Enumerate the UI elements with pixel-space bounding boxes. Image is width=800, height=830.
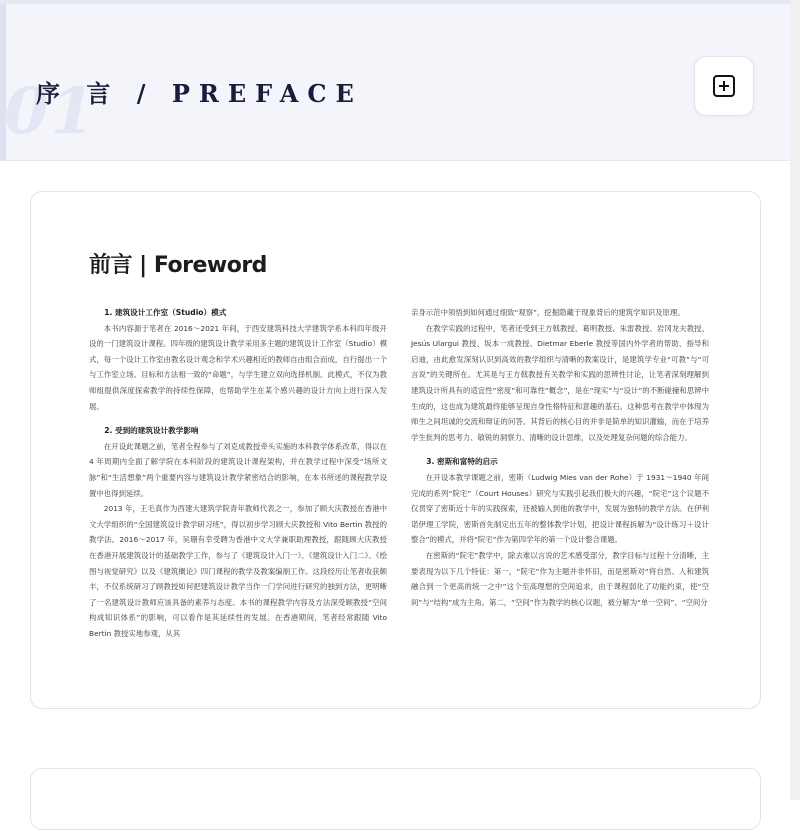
section-heading: 1. 建筑设计工作室（Studio）模式 bbox=[104, 308, 227, 317]
add-button[interactable] bbox=[694, 56, 754, 116]
scrollbar[interactable] bbox=[790, 0, 800, 800]
text-column-right bbox=[411, 305, 709, 610]
section-title: 序 言 / PREFACE bbox=[36, 79, 363, 108]
body-paragraph: 本书内容源于笔者在 2016～2021 年间，于西安建筑科技大学建筑学系本科四年级开设的一门建筑设计课程。四年级的建筑设计教学采用多主题的建筑设计工作室（Studio）模式，每一个设计工作室由教名设计观念和学术兴趣相近的教师自由组合而成，自行提出一个与工作室立场、目标和方法相一致的“命题”，与学生建立双向选择机制。此模式，不仅为教师组提供深度探索教学的持续性保障，也帮助学生在某个感兴趣的设计方向上进行深入发展。 bbox=[89, 323, 387, 411]
text-column-left bbox=[89, 305, 387, 641]
section-header bbox=[0, 4, 790, 161]
body-paragraph: 在密斯的“院宅”教学中，除去难以言说的艺术感受部分，教学目标与过程十分清晰，主要表现为以下几个特征：第一，“院宅”作为主题并非怀旧，而是密斯对“将自然、人和建筑融合到一个更高的统一之中”这个至高理想的空间追求，由于课程弱化了功能约束，使“空间”与“结构”成为主角。第二，“空间”作为教学的核心议题，被分解为“单一空间”、“空间分 bbox=[411, 550, 709, 607]
body-paragraph: 在开设本教学课题之前，密斯（Ludwig Mies van der Rohe）于 1931～1940 年间完成的系列“院宅”（Court Houses）研究与实践引起我们极大的兴趣，“院宅”这个议题不仅贯穿了密斯近十年的实践探索，还被输入到他的教学中，发展为独特的教学方法。在伊利诺伊理工学院，密斯首先制定出五年的整体教学计划，把设计课程拆解为“设计练习＋设计整合”的模式，并将“院宅”作为第四学年的第一个设计整合课题。 bbox=[411, 472, 709, 545]
body-paragraph: 在开设此课题之前，笔者全程参与了刘克成教授牵头实施的本科教学体系改革，得以在 4 年周期内全面了解学院在本科阶段的建筑设计课程架构，并在教学过程中深受“场所文脉”和“生活想象”两个重要内容与建筑设计教学紧密结合的影响，在本书所述的课程教学设置中也得到延续。 bbox=[89, 441, 387, 498]
next-page-card bbox=[30, 768, 761, 830]
body-paragraph: 2013 年，王毛真作为西建大建筑学院青年教师代表之一，参加了顾大庆教授在香港中文大学组织的“全国建筑设计教学研习班”，得以初步学习顾大庆教授和 Vito Bertin 教授的教学法。2016～2017 年，吴珊有幸受聘为香港中文大学兼职助理教授，跟随顾大庆教授在香港开展建筑设计的基础教学工作，参与了《建筑设计入门一》、《建筑设计入门二》、《绘图与视觉研究》以及《建筑概论》四门课程的教学及教案编制工作。这段经历让笔者收获颇丰，不仅系统研习了顾教授如何把建筑设计教学当作一门学问进行研究的独到方法，更明晰了一名建筑设计教师应该具备的素养与态度。本书的课程教学内容及方法深受顾教授“空间构成知识体系”的影响，可以看作是其延续性的发展。在香港期间，笔者经常跟随 Vito Bertin 教授实地参观，从其 bbox=[89, 504, 387, 638]
body-paragraph: 亲身示范中领悟到如何通过细致“观察”，挖掘隐藏于现象背后的建筑学知识及原理。 bbox=[411, 308, 685, 317]
section-heading: 2. 受到的建筑设计教学影响 bbox=[104, 426, 199, 436]
body-paragraph: 在教学实践的过程中，笔者还受到王方戟教授、葛明教授、朱雷教授、岩冈龙夫教授、Jesús Ulargui 教授、坂本一成教授、Dietmar Eberle 教授等国内外学者的帮助、指导和启迪，由此愈发深刻认识到高效的教学组织与清晰的教案设计，是建筑学专业“可教”与“可言说”的关键所在。尤其是与王方戟教授有关教学和实践的思辨性讨论，让笔者深刻理解到建筑设计所具有的适宜性“密度”和可靠性“概念”，是在“现实”与“设计”的不断碰撞和思辨中生成的，这也成为建筑最终能够呈现自身性格特征和意趣的基石。这种思考在教学中体现为师生之间坦诚的交流和辩证的问答。其背后的核心目的并非是简单的知识灌输，而在于培养学生批判的思考力、敏锐的洞察力、清晰的设计思维，以及处理复杂问题的综合能力。 bbox=[411, 323, 709, 442]
document-page-card bbox=[30, 191, 761, 709]
plus-square-icon bbox=[712, 74, 736, 98]
section-number-watermark: 01 bbox=[4, 74, 98, 149]
document-title: 前言 | Foreword bbox=[89, 253, 267, 278]
section-heading: 3. 密斯和富特的启示 bbox=[426, 457, 498, 467]
